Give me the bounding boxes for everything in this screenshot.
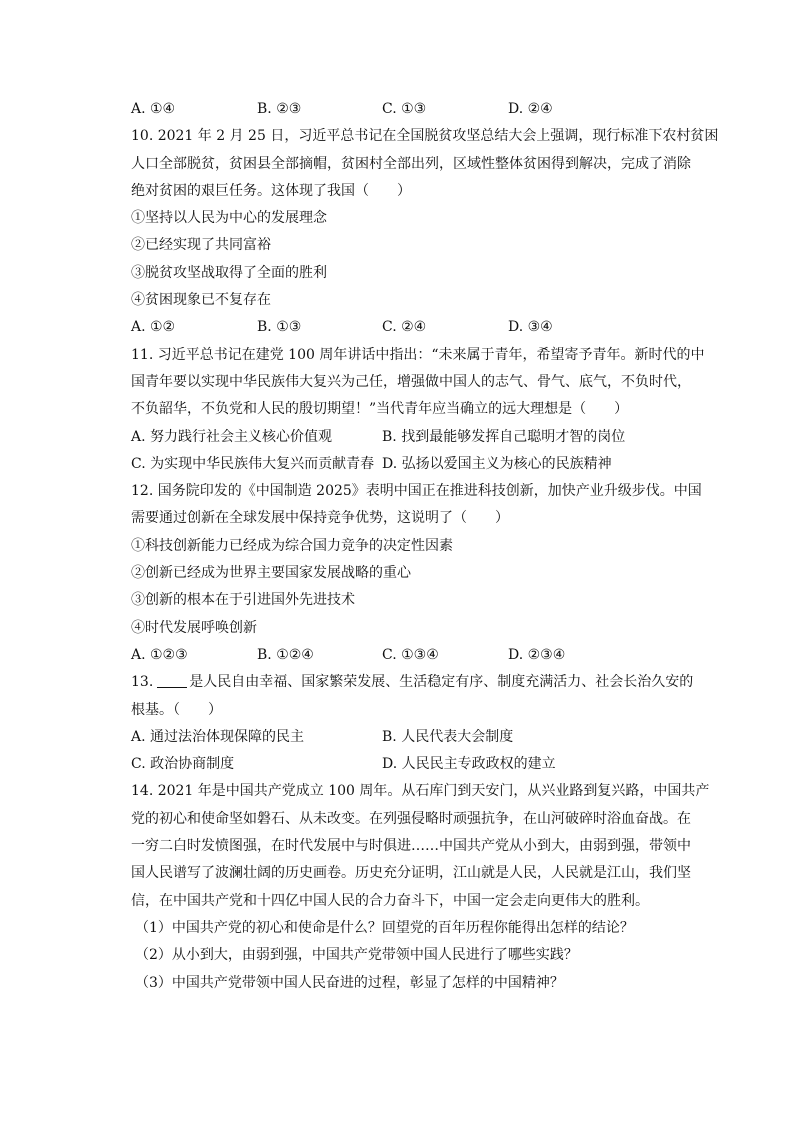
q10-stem-line-3: 绝对贫困的艰巨任务。这体现了我国（ ） [131,182,411,199]
q13-option-c: C. 政治协商制度 [131,756,235,773]
q14-stem-line-5: 信，在中国共产党和十四亿中国人民的合力奋斗下，中国一定会走向更伟大的胜利。 [131,892,649,909]
q9-options [131,96,691,123]
q14-stem-line-4: 国人民谱写了波澜壮阔的历史画卷。历史充分证明，江山就是人民，人民就是江山，我们坚 [131,865,691,882]
q12-option-d: D. ②③④ [508,646,566,663]
q12-stem-line-1: 12. 国务院印发的《中国制造 2025》表明中国正在推进科技创新，加快产业升级步伐。中国 [131,483,702,500]
q14-stem-line-3: 一穷二白时发愤图强，在时代发展中与时俱进……中国共产党从小到大，由弱到强，带领中 [131,838,691,855]
q13-stem-text: 是人民自由幸福、国家繁荣发展、生活稳定有序、制度充满活力、社会长治久安的 [189,674,694,691]
q12-statement-3: ③创新的根本在于引进国外先进技术 [131,592,355,609]
q13-option-d: D. 人民民主专政政权的建立 [382,756,556,773]
q10-option-d: D. ③④ [508,319,553,336]
q10-option-b: B. ①③ [257,319,302,336]
q9-option-a: A. ①④ [131,101,176,117]
q12-stem-line-2: 需要通过创新在全球发展中保持竞争优势，这说明了（ ） [131,510,509,527]
q10-option-a: A. ①② [131,319,176,336]
q12-option-b: B. ①②④ [257,646,314,663]
q12-option-a: A. ①②③ [131,646,188,663]
q12-option-c: C. ①③④ [382,646,439,663]
q13-options-row-1 [131,724,691,751]
q11-options-row-1 [131,424,691,451]
q11-options-row-2 [131,451,691,478]
q11-option-c: C. 为实现中华民族伟大复兴而贡献青春 [131,455,375,472]
q13-options-row-2 [131,751,691,778]
q14-sub-question-2: （2）从小到大，由弱到强，中国共产党带领中国人民进行了哪些实践？ [135,947,578,964]
q10-stem-line-2: 人口全部脱贫，贫困县全部摘帽，贫困村全部出列，区域性整体贫困得到解决，完成了消除 [131,155,691,172]
q14-sub-question-3: （3）中国共产党带领中国人民奋进的过程，彰显了怎样的中国精神？ [135,974,564,991]
q11-option-b: B. 找到最能够发挥自己聪明才智的岗位 [382,428,626,445]
q13-option-a: A. 通过法治体现保障的民主 [131,728,305,745]
q13-fill-blank [157,673,187,688]
q9-option-d: D. ②④ [508,101,553,117]
q11-stem-line-3: 不负韶华，不负党和人民的殷切期望！”当代青年应当确立的远大理想是（ ） [131,401,629,418]
q13-number: 13. [131,674,154,691]
q13-stem-line-1 [131,669,694,696]
q10-options [131,314,691,341]
q9-option-c: C. ①③ [382,101,427,117]
q12-statement-1: ①科技创新能力已经成为综合国力竞争的决定性因素 [131,537,453,554]
q12-options [131,642,691,669]
q11-option-d: D. 弘扬以爱国主义为核心的民族精神 [382,455,612,472]
q10-statement-2: ②已经实现了共同富裕 [131,237,271,254]
q14-stem-line-2: 党的初心和使命坚如磐石、从未改变。在列强侵略时顽强抗争，在山河破碎时浴血奋战。在 [131,810,691,827]
q12-statement-2: ②创新已经成为世界主要国家发展战略的重心 [131,565,411,582]
q11-stem-line-1: 11. 习近平总书记在建党 100 周年讲话中指出：“未来属于青年，希望寄予青年。新时代的中 [131,346,705,363]
q11-stem-line-2: 国青年要以实现中华民族伟大复兴为己任，增强做中国人的志气、骨气、底气，不负时代， [131,373,691,390]
q13-stem-line-2: 根基。（ ） [131,701,222,718]
q14-stem-line-1: 14. 2021 年是中国共产党成立 100 周年。从石库门到天安门，从兴业路到复兴路，中国共产 [131,783,710,800]
q10-option-c: C. ②④ [382,319,427,336]
q10-stem-line-1: 10. 2021 年 2 月 25 日，习近平总书记在全国脱贫攻坚总结大会上强调，现行标准下农村贫困 [131,128,719,145]
q10-statement-3: ③脱贫攻坚战取得了全面的胜利 [131,264,327,281]
q14-sub-question-1: （1）中国共产党的初心和使命是什么？回望党的百年历程你能得出怎样的结论？ [135,919,634,936]
q11-option-a: A. 努力践行社会主义核心价值观 [131,428,333,445]
q10-statement-4: ④贫困现象已不复存在 [131,292,271,309]
q12-statement-4: ④时代发展呼唤创新 [131,619,257,636]
q9-option-b: B. ②③ [257,101,302,117]
q13-option-b: B. 人民代表大会制度 [382,728,514,745]
q10-statement-1: ①坚持以人民为中心的发展理念 [131,210,327,227]
exam-page [131,96,719,997]
